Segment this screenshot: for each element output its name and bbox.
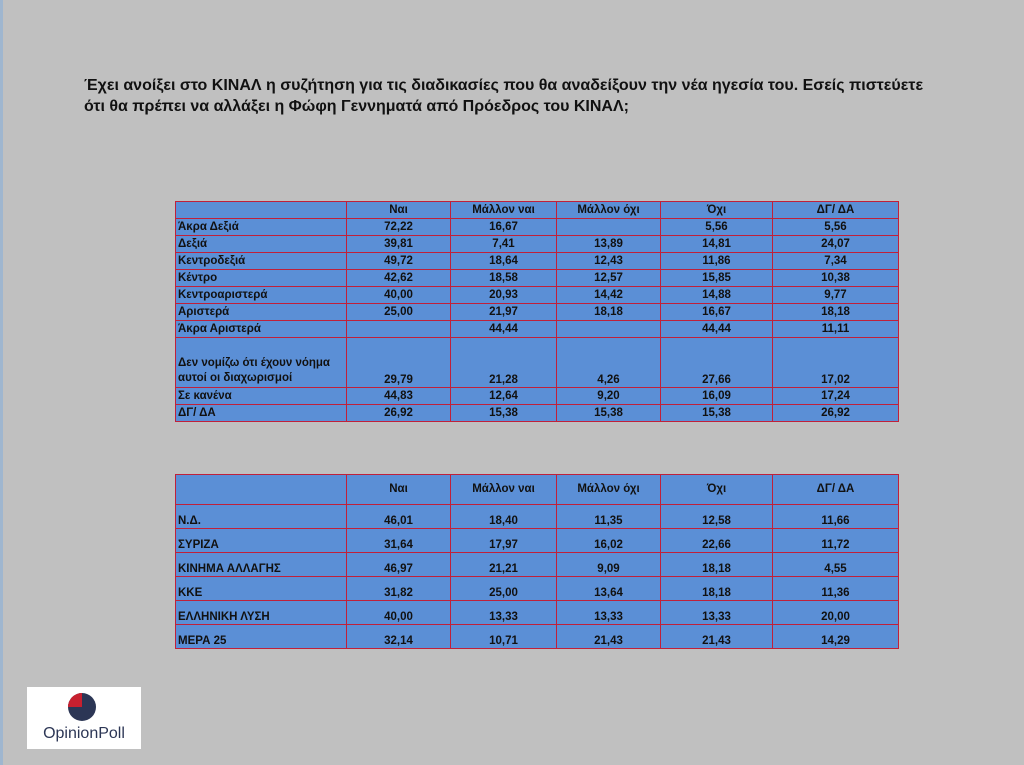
value-cell: 13,89 [557,236,661,253]
value-cell [347,321,451,338]
row-label: ΣΥΡΙΖΑ [176,529,347,553]
value-cell: 18,58 [451,270,557,287]
value-cell: 4,55 [773,553,899,577]
left-edge-stripe [0,0,3,765]
value-cell: 5,56 [773,219,899,236]
value-cell: 39,81 [347,236,451,253]
value-cell: 7,34 [773,253,899,270]
row-label: Δεξιά [176,236,347,253]
value-cell: 21,21 [451,553,557,577]
value-cell: 42,62 [347,270,451,287]
value-cell: 7,41 [451,236,557,253]
value-cell [557,321,661,338]
value-cell: 12,57 [557,270,661,287]
value-cell: 15,38 [661,405,773,422]
value-cell: 13,33 [557,601,661,625]
value-cell: 11,36 [773,577,899,601]
table-row [176,304,899,321]
value-cell: 13,33 [661,601,773,625]
table-row [176,601,899,625]
value-cell: 31,64 [347,529,451,553]
column-header: Ναι [347,202,451,219]
logo-text: OpinionPoll [43,725,125,742]
value-cell: 11,11 [773,321,899,338]
value-cell: 16,67 [451,219,557,236]
column-header: Μάλλον ναι [451,202,557,219]
table-row [176,321,899,338]
column-header: Μάλλον όχι [557,202,661,219]
value-cell: 29,79 [347,338,451,388]
value-cell: 31,82 [347,577,451,601]
value-cell: 49,72 [347,253,451,270]
value-cell: 12,43 [557,253,661,270]
value-cell: 13,33 [451,601,557,625]
table-row [176,505,899,529]
column-header: Μάλλον ναι [451,475,557,505]
value-cell: 27,66 [661,338,773,388]
value-cell: 14,81 [661,236,773,253]
row-label: ΕΛΛΗΝΙΚΗ ΛΥΣΗ [176,601,347,625]
value-cell: 21,43 [661,625,773,649]
value-cell: 14,29 [773,625,899,649]
value-cell: 17,02 [773,338,899,388]
value-cell: 18,18 [773,304,899,321]
value-cell: 10,71 [451,625,557,649]
value-cell: 14,42 [557,287,661,304]
row-label: Ν.Δ. [176,505,347,529]
row-label: Δεν νομίζω ότι έχουν νόημα αυτοί οι διαχωρισμοί [176,338,347,388]
row-label: Κεντροαριστερά [176,287,347,304]
value-cell: 16,02 [557,529,661,553]
header-corner-cell [176,202,347,219]
table-row [176,625,899,649]
value-cell: 16,67 [661,304,773,321]
row-label: Άκρα Δεξιά [176,219,347,236]
value-cell: 18,18 [661,577,773,601]
value-cell: 25,00 [451,577,557,601]
column-header: Όχι [661,202,773,219]
value-cell: 17,97 [451,529,557,553]
value-cell: 18,18 [557,304,661,321]
value-cell: 18,64 [451,253,557,270]
table-row [176,388,899,405]
row-label: ΜΕΡΑ 25 [176,625,347,649]
value-cell: 16,09 [661,388,773,405]
table-row [176,253,899,270]
value-cell: 44,83 [347,388,451,405]
table-header-row [176,475,899,505]
column-header: ΔΓ/ ΔΑ [773,202,899,219]
opinionpoll-logo [27,687,141,749]
table-row [176,553,899,577]
value-cell: 12,64 [451,388,557,405]
column-header: Όχι [661,475,773,505]
ideology-table [175,201,899,422]
value-cell: 25,00 [347,304,451,321]
value-cell: 46,01 [347,505,451,529]
value-cell: 18,40 [451,505,557,529]
row-label: ΚΙΝΗΜΑ ΑΛΛΑΓΗΣ [176,553,347,577]
value-cell: 11,35 [557,505,661,529]
table-row [176,338,899,388]
value-cell: 5,56 [661,219,773,236]
value-cell: 18,18 [661,553,773,577]
logo-mark-icon [67,692,97,722]
table-row [176,270,899,287]
value-cell: 24,07 [773,236,899,253]
value-cell: 44,44 [661,321,773,338]
value-cell: 17,24 [773,388,899,405]
row-label: Σε κανένα [176,388,347,405]
value-cell: 4,26 [557,338,661,388]
row-label: ΚΚΕ [176,577,347,601]
value-cell: 11,86 [661,253,773,270]
value-cell: 13,64 [557,577,661,601]
value-cell: 12,58 [661,505,773,529]
table-row [176,219,899,236]
value-cell: 11,72 [773,529,899,553]
value-cell: 32,14 [347,625,451,649]
value-cell: 14,88 [661,287,773,304]
table-row [176,287,899,304]
value-cell: 21,97 [451,304,557,321]
value-cell: 11,66 [773,505,899,529]
table-row [176,529,899,553]
value-cell: 15,38 [451,405,557,422]
value-cell: 21,43 [557,625,661,649]
row-label: Κεντροδεξιά [176,253,347,270]
value-cell: 10,38 [773,270,899,287]
value-cell: 26,92 [773,405,899,422]
row-label: Άκρα Αριστερά [176,321,347,338]
value-cell: 21,28 [451,338,557,388]
value-cell: 44,44 [451,321,557,338]
value-cell [557,219,661,236]
table-header-row [176,202,899,219]
value-cell: 20,93 [451,287,557,304]
value-cell: 26,92 [347,405,451,422]
value-cell: 15,85 [661,270,773,287]
row-label: ΔΓ/ ΔΑ [176,405,347,422]
value-cell: 46,97 [347,553,451,577]
value-cell: 20,00 [773,601,899,625]
value-cell: 40,00 [347,287,451,304]
value-cell: 9,09 [557,553,661,577]
column-header: ΔΓ/ ΔΑ [773,475,899,505]
value-cell: 9,20 [557,388,661,405]
value-cell: 40,00 [347,601,451,625]
row-label: Αριστερά [176,304,347,321]
value-cell: 72,22 [347,219,451,236]
value-cell: 9,77 [773,287,899,304]
party-table [175,474,899,649]
value-cell: 15,38 [557,405,661,422]
column-header: Μάλλον όχι [557,475,661,505]
table-row [176,577,899,601]
survey-question: Έχει ανοίξει στο ΚΙΝΑΛ η συζήτηση για τις διαδικασίες που θα αναδείξουν την νέα ηγεσία του. Εσείς πιστεύετε ότι θα πρέπει να αλλάξει η Φώφη Γεννηματά από Πρόεδρος του ΚΙΝΑΛ; [84,77,924,115]
value-cell: 22,66 [661,529,773,553]
column-header: Ναι [347,475,451,505]
row-label: Κέντρο [176,270,347,287]
table-row [176,236,899,253]
table-row [176,405,899,422]
header-corner-cell [176,475,347,505]
